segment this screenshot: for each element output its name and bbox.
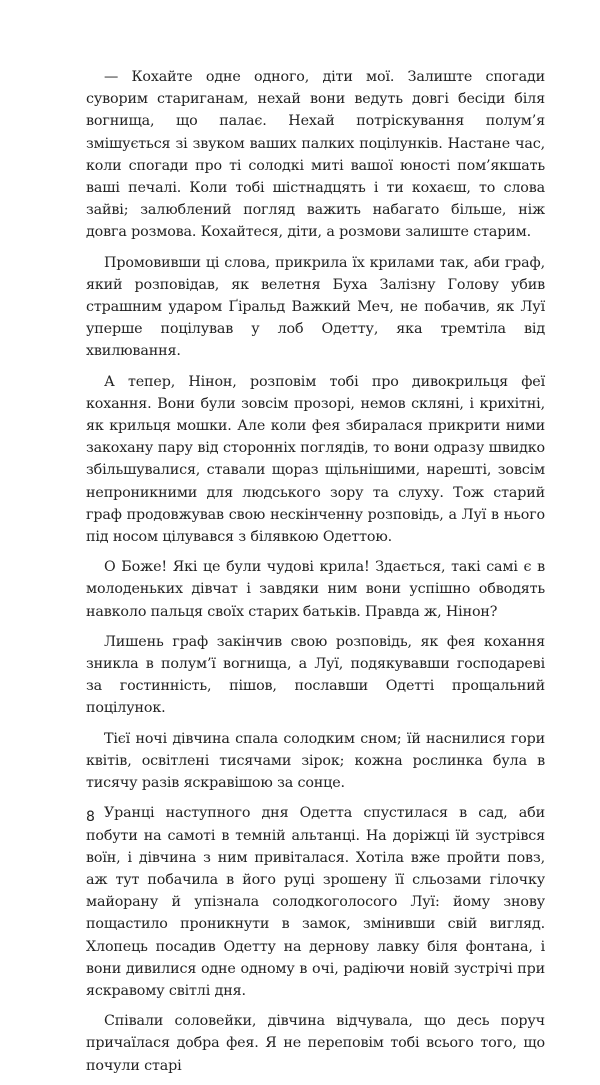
paragraph: А тепер, Нінон, розповім тобі про дивокрильця феї кохання. Вони були зовсім прозорі, немов скляні, і крихітні, як крильця мошки. Але коли фея збиралася прикрити ними закохану пару від сторонніх поглядів, то вони одразу швидко збільшувалися, ставали щораз щільнішими, нарешті, зовсім непроникними для людського зору та слуху. Тож старий граф продовжував свою нескінченну розповідь, а Луї в нього під носом цілувався з білявкою Одеттою. — [86, 373, 545, 546]
paragraph: Лишень граф закінчив свою розповідь, як фея кохання зникла в полум’ї вогнища, а Луї, подякувавши господареві за гостинність, пішов, пославши Одетті прощальний поцілунок. — [86, 633, 545, 717]
paragraph: — Кохайте одне одного, діти мої. Залиште спогади суворим стариганам, нехай вони ведуть довгі бесіди біля вогнища, що палає. Нехай потріскування полум’я змішується зі звуком ваших палких поцілунків. Настане час, коли спогади про ті солодкі миті вашої юності пом’якшать ваші печалі. Коли тобі шістнадцять і ти кохаєш, то слова зайві; залюблений погляд важить набагато більше, ніж довга розмова. Кохайтеся, діти, а розмови залиште старим. — [86, 69, 545, 241]
paragraph: Тієї ночі дівчина спала солодким сном; їй наснилися гори квітів, освітлені тисячами зірок; кожна рослинка була в тисячу разів яскравішою за сонце. — [86, 730, 545, 792]
paragraph: Промовивши ці слова, прикрила їх крилами так, аби граф, який розповідав, як велетня Буха Залізну Голову убив страшним ударом Ґіральд Важкий Меч, не побачив, як Луї уперше поцілував у лоб Одетту, яка тремтіла від хвилювання. — [86, 254, 545, 360]
page-body — [86, 60, 545, 1085]
paragraph: Уранці наступного дня Одетта спустилася в сад, аби побути на самоті в темній альтанці. На доріжці їй зустрівся воїн, і дівчина з ним привіталася. Хотіла вже пройти повз, аж тут побачила в його руці зрошену її сльозами гілочку майорану й упізнала солодкоголосого Луї: йому знову пощастило проникнути в замок, змінивши свій вигляд. Хлопець посадив Одетту на дернову лавку біля фонтана, і вони дивилися одне одному в очі, радіючи новій зустрічі при яскравому світлі дня. — [86, 805, 545, 999]
paragraph: Співали соловейки, дівчина відчувала, що десь поруч причаїлася добра фея. Я не переповім тобі всього того, що почули старі — [86, 1013, 545, 1074]
paragraph: О Боже! Які це були чудові крила! Здається, такі самі є в молоденьких дівчат і завдяки ним вони успішно обводять навколо пальця своїх старих батьків. Правда ж, Нінон? — [86, 559, 545, 620]
page-number: 8 — [86, 809, 95, 825]
